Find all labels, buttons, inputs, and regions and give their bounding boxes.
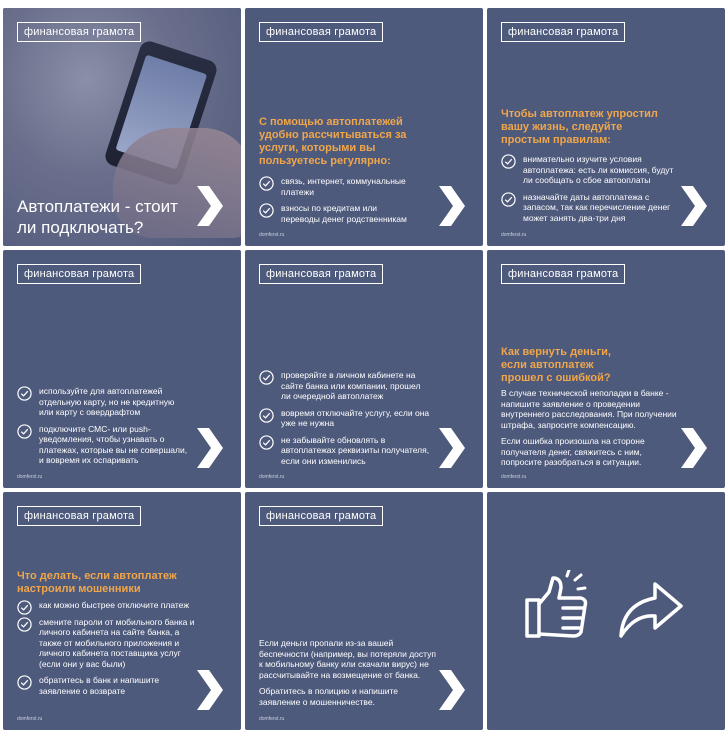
thumbs-up-icon[interactable] (523, 570, 595, 642)
footer-site: domferst.ru (501, 232, 527, 238)
check-circle-icon (17, 386, 32, 401)
list-item: связь, интернет, коммунальные платежи (259, 176, 409, 197)
brand-badge: финансовая грамота (259, 264, 383, 284)
slide-heading: Что делать, если автоплатеж настроили мошенники (17, 570, 177, 595)
bullet-list (17, 386, 189, 472)
check-circle-icon (259, 408, 274, 423)
list-item: смените пароли от мобильного банка и личного кабинета на сайте банка, а также от мобильного приложения и личного кабинета поставщика услуг (если они у вас были) (17, 617, 195, 670)
brand-badge: финансовая грамота (17, 264, 141, 284)
slide-4[interactable] (3, 250, 241, 488)
footer-site: domferst.ru (17, 716, 43, 722)
check-circle-icon (259, 203, 274, 218)
check-circle-icon (259, 176, 274, 191)
slide-heading: Чтобы автоплатеж упростил вашу жизнь, следуйте простым правилам: (501, 108, 658, 146)
slide-heading: С помощью автоплатежей удобно рассчитываться за услуги, которыми вы пользуетесь регулярно: (259, 116, 407, 167)
list-item: вовремя отключайте услугу, если она уже не нужна (259, 408, 431, 429)
footer-site: domferst.ru (17, 474, 43, 480)
slide-6[interactable] (487, 250, 725, 488)
check-circle-icon (17, 424, 32, 439)
check-circle-icon (17, 617, 32, 632)
next-arrow-icon[interactable] (675, 426, 711, 470)
brand-badge: финансовая грамота (501, 264, 625, 284)
next-arrow-icon[interactable] (433, 426, 469, 470)
slide-heading: Как вернуть деньги, если автоплатеж прошел с ошибкой? (501, 346, 611, 384)
slide-9[interactable] (487, 492, 725, 730)
list-item: обратитесь в банк и напишите заявление о возврате (17, 675, 195, 696)
check-circle-icon (17, 675, 32, 690)
next-arrow-icon[interactable] (675, 184, 711, 228)
footer-site: domferst.ru (259, 716, 285, 722)
paragraph: Если ошибка произошла на стороне получателя денег, свяжитесь с ним, попросите разобраться в ситуации. (501, 436, 645, 467)
list-item: как можно быстрее отключите платеж (17, 600, 195, 611)
brand-badge: финансовая грамота (501, 22, 625, 42)
next-arrow-icon[interactable] (191, 426, 227, 470)
brand-badge: финансовая грамота (259, 22, 383, 42)
list-item: используйте для автоплатежей отдельную карту, но не кредитную или карту с овердрафтом (17, 386, 189, 418)
check-circle-icon (259, 435, 274, 450)
paragraph: Если деньги пропали из-за вашей беспечности (например, вы потеряли доступ к мобильному банку или скачали вирус) не рассчитывайте на возмещение от банка. (259, 638, 436, 680)
list-item: взносы по кредитам или переводы денег родственникам (259, 203, 409, 224)
cover-title: Автоплатежи - стоит ли подключать? (17, 197, 178, 237)
list-item: внимательно изучите условия автоплатежа: есть ли комиссия, будут ли сообщать о сбое автооплаты (501, 154, 676, 186)
next-arrow-icon[interactable] (433, 668, 469, 712)
list-item: подключите СМС- или push-уведомления, чтобы узнавать о платежах, которые вы не совершали, и вовремя их оспаривать (17, 424, 189, 466)
check-circle-icon (259, 370, 274, 385)
paragraphs (501, 388, 681, 474)
brand-badge: финансовая грамота (259, 506, 383, 526)
list-item: не забывайте обновлять в автоплатежах реквизиты получателя, если они изменились (259, 435, 431, 467)
check-circle-icon (17, 600, 32, 615)
footer-site: domferst.ru (259, 474, 285, 480)
check-circle-icon (501, 192, 516, 207)
next-arrow-icon[interactable] (191, 668, 227, 712)
list-item: назначайте даты автоплатежа с запасом, так как перечисление денег может занять два-три дня (501, 192, 676, 224)
bullet-list (17, 600, 195, 702)
footer-site: domferst.ru (501, 474, 527, 480)
next-arrow-icon[interactable] (433, 184, 469, 228)
paragraph: В случае технической неполадки в банке - напишите заявление о проведении внутреннего расследования. При получении штрафа, запросите компенсацию. (501, 388, 677, 430)
brand-badge: финансовая грамота (17, 506, 141, 526)
slide-5[interactable] (245, 250, 483, 488)
slide-7[interactable] (3, 492, 241, 730)
paragraph: Обратитесь в полицию и напишите заявление о мошенничестве. (259, 686, 399, 707)
footer-site: domferst.ru (259, 232, 285, 238)
slide-8[interactable] (245, 492, 483, 730)
slide-cover[interactable] (3, 8, 241, 246)
next-arrow-icon[interactable] (191, 184, 227, 228)
check-circle-icon (501, 154, 516, 169)
bullet-list (259, 370, 431, 472)
bullet-list (501, 154, 676, 229)
paragraphs (259, 638, 437, 713)
bullet-list (259, 176, 409, 230)
slide-2[interactable] (245, 8, 483, 246)
brand-badge: финансовая грамота (17, 22, 141, 42)
share-arrow-icon[interactable] (615, 578, 685, 640)
slide-3[interactable] (487, 8, 725, 246)
list-item: проверяйте в личном кабинете на сайте банка или компании, прошел ли очередной автоплатеж (259, 370, 431, 402)
